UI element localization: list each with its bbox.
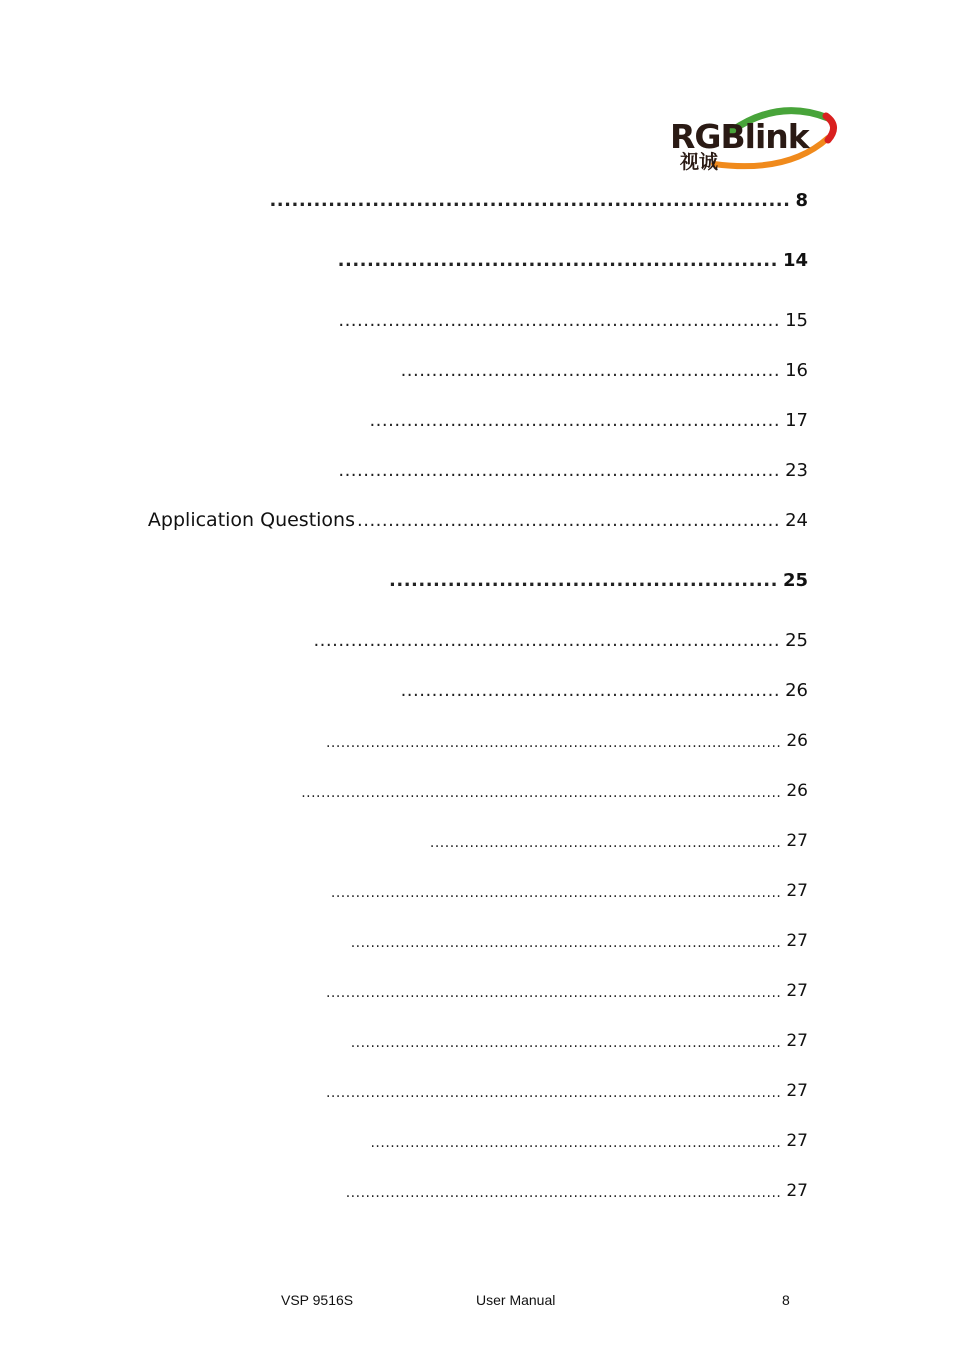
toc-page-number: 25 bbox=[782, 570, 808, 591]
toc-page-number: 25 bbox=[785, 630, 808, 651]
toc-page-number: 27 bbox=[786, 1131, 808, 1151]
toc-dot-leader: ..................................................... bbox=[389, 570, 778, 591]
toc-dot-leader: ........................................................................................... bbox=[330, 885, 782, 901]
toc-page-number: 16 bbox=[785, 360, 808, 381]
toc-page-number: 8 bbox=[795, 190, 808, 211]
footer-page-number: 8 bbox=[782, 1292, 790, 1308]
toc-page-number: 26 bbox=[786, 731, 808, 751]
toc-entry[interactable] bbox=[401, 677, 808, 701]
toc-dot-leader: ....................................................................................... bbox=[350, 1035, 782, 1051]
toc-page-number: 27 bbox=[786, 1181, 808, 1201]
toc-page-number: 26 bbox=[786, 781, 808, 801]
toc-entry[interactable] bbox=[351, 1027, 808, 1051]
toc-page-number: 15 bbox=[785, 310, 808, 331]
toc-dot-leader: ............................................................ bbox=[337, 250, 778, 271]
toc-page-number: 27 bbox=[786, 831, 808, 851]
toc-entry[interactable] bbox=[326, 977, 808, 1001]
toc-dot-leader: ............................................................. bbox=[400, 680, 781, 701]
toc-dot-leader: ............................................................................................ bbox=[325, 1085, 782, 1101]
toc-entry[interactable] bbox=[338, 457, 808, 481]
toc-dot-leader: .................................................................. bbox=[369, 410, 781, 431]
toc-entry[interactable] bbox=[351, 927, 808, 951]
footer-model: VSP 9516S bbox=[281, 1292, 354, 1308]
toc-page-number: 26 bbox=[785, 680, 808, 701]
toc-page-number: 23 bbox=[785, 460, 808, 481]
toc-entry[interactable] bbox=[401, 357, 808, 381]
toc-dot-leader: ............................................................................................ bbox=[325, 735, 782, 751]
toc-page-number: 27 bbox=[786, 1031, 808, 1051]
toc-entry[interactable] bbox=[370, 1127, 808, 1151]
toc-dot-leader: ....................................................................... bbox=[429, 835, 782, 851]
toc-page-number: 17 bbox=[785, 410, 808, 431]
toc-page-number: 27 bbox=[786, 1081, 808, 1101]
toc-entry[interactable] bbox=[338, 247, 808, 271]
toc-entry[interactable] bbox=[430, 827, 808, 851]
toc-dot-leader: ....................................................................... bbox=[269, 190, 791, 211]
toc-page-number: 27 bbox=[786, 981, 808, 1001]
footer-title: User Manual bbox=[476, 1292, 556, 1308]
toc-page-number: 14 bbox=[782, 250, 808, 271]
toc-entry[interactable] bbox=[389, 567, 808, 591]
toc-dot-leader: ............................................................. bbox=[400, 360, 781, 381]
toc-entry[interactable] bbox=[326, 727, 808, 751]
toc-entry[interactable] bbox=[148, 507, 808, 531]
toc-dot-leader: ....................................................................... bbox=[338, 460, 781, 481]
toc-dot-leader: ................................................................................... bbox=[370, 1135, 782, 1151]
toc-entry[interactable] bbox=[346, 1177, 808, 1201]
toc-dot-leader: .................................................................... bbox=[357, 510, 781, 531]
toc-dot-leader: ....................................................................... bbox=[338, 310, 781, 331]
svg-text:RGBlink: RGBlink bbox=[670, 117, 809, 156]
toc-dot-leader: ....................................................................................... bbox=[350, 935, 782, 951]
rgblink-logo bbox=[668, 104, 840, 176]
toc-entry[interactable] bbox=[326, 1077, 808, 1101]
toc-page-number: 27 bbox=[786, 931, 808, 951]
toc-entry[interactable] bbox=[301, 777, 808, 801]
toc-entry[interactable] bbox=[338, 307, 808, 331]
svg-text:视诚: 视诚 bbox=[680, 151, 719, 173]
toc-dot-leader: ........................................................................... bbox=[313, 630, 781, 651]
toc-dot-leader: ............................................................................................ bbox=[325, 985, 782, 1001]
toc-entry[interactable] bbox=[369, 407, 808, 431]
toc-page-number: 27 bbox=[786, 881, 808, 901]
toc-dot-leader: ................................................................................................. bbox=[301, 785, 782, 801]
toc-entry[interactable] bbox=[313, 627, 808, 651]
toc-dot-leader: ........................................................................................ bbox=[345, 1185, 782, 1201]
toc-entry[interactable] bbox=[269, 187, 808, 211]
toc-entry[interactable] bbox=[331, 877, 808, 901]
toc-entry-title: Application Questions bbox=[147, 509, 356, 531]
toc-page-number: 24 bbox=[785, 510, 808, 531]
